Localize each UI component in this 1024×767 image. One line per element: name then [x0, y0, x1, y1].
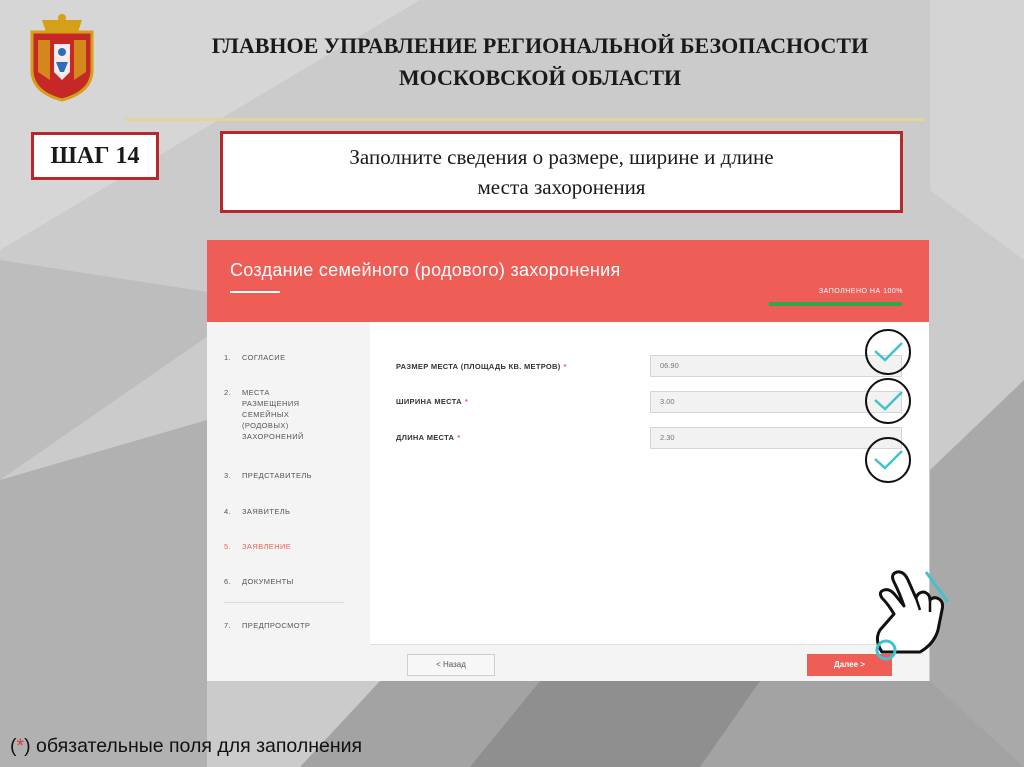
sidebar-item-applicant[interactable] [224, 506, 342, 517]
required-mark: * [457, 433, 461, 442]
place-width-label: ШИРИНА МЕСТА * [396, 397, 469, 406]
coat-of-arms-icon [24, 10, 100, 102]
step-number: 3. [224, 471, 232, 480]
step-number: 6. [224, 577, 232, 586]
sidebar-item-label: МЕСТА РАЗМЕЩЕНИЯ СЕМЕЙНЫХ (РОДОВЫХ) ЗАХОРОНЕНИЙ [242, 388, 304, 441]
sidebar-item-burial-places[interactable] [224, 387, 320, 442]
sidebar-item-application[interactable] [224, 541, 342, 552]
check-circle-icon [864, 436, 912, 484]
steps-sidebar [207, 322, 370, 681]
instruction-line-1: Заполните сведения о размере, ширине и длине [349, 145, 774, 169]
burial-form-screenshot [207, 240, 929, 681]
title-divider [124, 118, 924, 121]
place-length-label: ДЛИНА МЕСТА * [396, 433, 461, 442]
sidebar-item-representative[interactable] [224, 470, 342, 481]
step-number: 7. [224, 621, 232, 630]
progress-label: ЗАПОЛНЕНО НА 100% [818, 288, 903, 295]
form-title: Создание семейного (родового) захоронения [230, 260, 621, 280]
required-mark: * [563, 362, 567, 371]
title-line-1: ГЛАВНОЕ УПРАВЛЕНИЕ РЕГИОНАЛЬНОЙ БЕЗОПАСНОСТИ [211, 33, 869, 58]
form-footer [370, 644, 929, 681]
required-mark: * [16, 735, 25, 757]
place-size-label: РАЗМЕР МЕСТА (ПЛОЩАДЬ КВ. МЕТРОВ) * [396, 362, 567, 371]
progress-bar-fill [769, 302, 902, 306]
sidebar-item-label: ЗАЯВЛЕНИЕ [242, 542, 292, 551]
sidebar-item-label: ДОКУМЕНТЫ [242, 577, 294, 586]
step-number: 1. [224, 353, 232, 362]
sidebar-item-preview[interactable] [224, 620, 342, 631]
instruction-box [220, 131, 903, 213]
sidebar-item-agreement[interactable] [224, 352, 342, 363]
step-number: 5. [224, 542, 232, 551]
title-line-2: МОСКОВСКОЙ ОБЛАСТИ [398, 65, 682, 90]
pointing-hand-icon [864, 564, 952, 666]
check-circle-icon [864, 377, 912, 425]
sidebar-item-label: ЗАЯВИТЕЛЬ [242, 507, 291, 516]
sidebar-item-label: ПРЕДПРОСМОТР [242, 621, 311, 630]
next-button[interactable]: Далее > [807, 654, 892, 676]
form-title-underline [230, 291, 280, 293]
step-number: 4. [224, 507, 232, 516]
step-number: 2. [224, 388, 232, 397]
sidebar-item-label: СОГЛАСИЕ [242, 353, 286, 362]
sidebar-item-documents[interactable] [224, 576, 342, 587]
instruction-line-2: места захоронения [477, 175, 646, 199]
step-badge: ШАГ 14 [31, 132, 159, 180]
required-mark: * [464, 397, 469, 406]
place-length-input[interactable]: 2.30 [650, 427, 902, 449]
form-main [370, 322, 929, 644]
sidebar-divider [224, 602, 344, 603]
required-fields-footnote: (*) обязательные поля для заполнения [10, 735, 363, 757]
check-circle-icon [864, 328, 912, 376]
form-header [207, 240, 929, 322]
back-button[interactable]: < Назад [407, 654, 495, 676]
sidebar-item-label: ПРЕДСТАВИТЕЛЬ [242, 471, 312, 480]
page-title [120, 30, 960, 94]
place-size-input[interactable]: 06.90 [650, 355, 902, 377]
place-width-input[interactable]: 3.00 [650, 391, 902, 413]
progress-bar [769, 302, 902, 306]
